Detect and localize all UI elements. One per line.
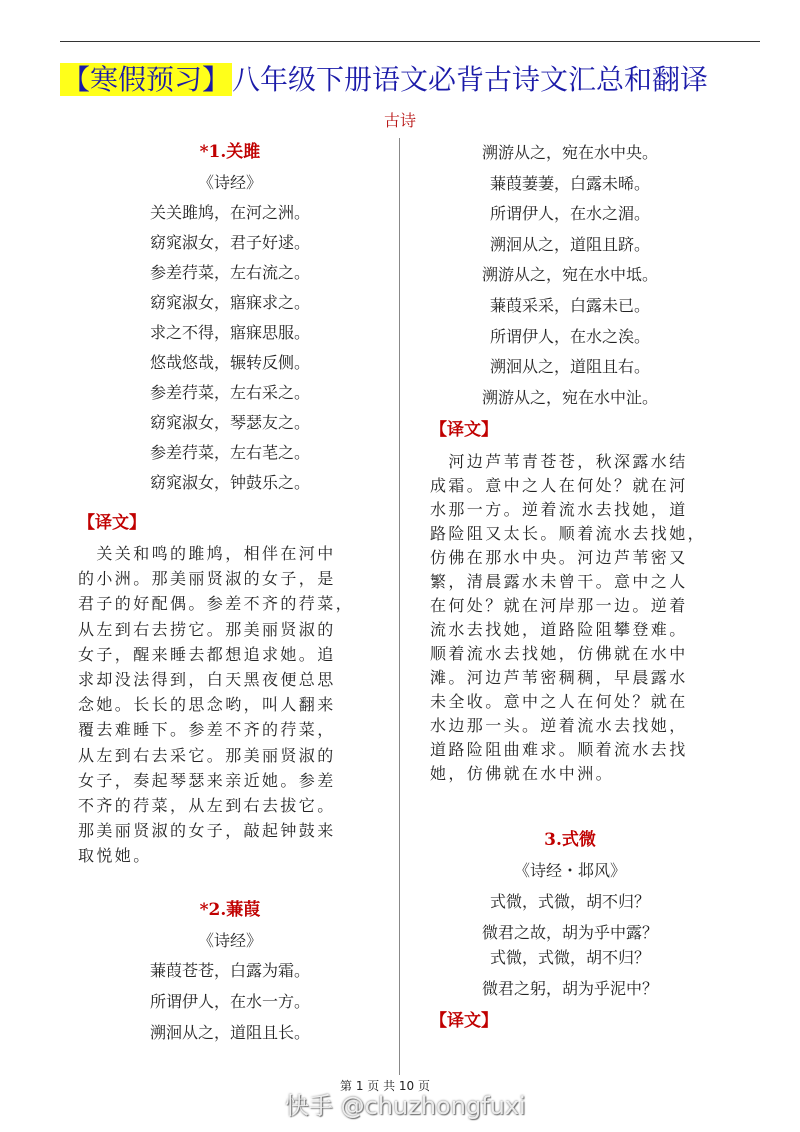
poem-line: 所谓伊人，在水之涘。: [489, 326, 650, 346]
poem-line: 所谓伊人，在水一方。: [149, 992, 310, 1011]
translation-label: 【译文】: [78, 513, 146, 533]
translation-line: 水边那一头。逆着流水去找她，: [430, 716, 688, 735]
section-heading: 古诗: [383, 111, 416, 130]
poem-line: 溯游从之，宛在水中央。: [481, 143, 658, 162]
poem-line: 悠哉悠哉，辗转反侧。: [149, 353, 310, 372]
poem-line: 微君之躬，胡为乎泥中？: [481, 979, 658, 998]
translation-line: 念她。长长的思念哟，叫人翻来: [78, 695, 336, 715]
poem-line: 关关雎鸠，在河之洲。: [149, 203, 310, 222]
translation-line: 流水去找她，道路险阻攀登难。: [430, 620, 688, 639]
translation-line: 的小洲。那美丽贤淑的女子，是: [78, 569, 336, 589]
poem-title: *1.关雎: [199, 142, 261, 162]
translation-line: 未全收。意中之人在何处？就在: [430, 692, 688, 711]
translation-line: 河边芦苇青苍苍，秋深露水结: [430, 452, 688, 471]
page-number: 第 1 页 共 10 页: [340, 1079, 430, 1093]
translation-line: 她，仿佛就在水中洲。: [430, 764, 615, 783]
poem-line: 溯游从之，宛在水中坻。: [481, 265, 658, 285]
watermark: 快手 @chuzhongfuxi: [285, 1092, 526, 1120]
translation-line: 在何处？就在河岸那一边。逆着: [430, 596, 688, 615]
poem-line: 式微，式微，胡不归？: [489, 948, 650, 967]
poem-line: 窈窕淑女，钟鼓乐之。: [149, 473, 310, 492]
translation-line: 不齐的荇菜，从左到右去拔它。: [78, 796, 336, 815]
poem-line: 蒹葭苍苍，白露为霜。: [149, 961, 310, 980]
translation-line: 覆去难睡下。参差不齐的荇菜，: [78, 720, 336, 740]
poem-line: 蒹葭采采，白露未已。: [489, 296, 650, 315]
translation-line: 女子，醒来睡去都想追求她。追: [78, 644, 336, 664]
translation-line: 从左到右去采它。那美丽贤淑的: [78, 745, 336, 765]
translation-line: 取悦她。: [78, 846, 152, 866]
poem-title: *2.蒹葭: [199, 900, 261, 920]
translation-line: 路险阻又太长。顺着流水去找她，: [430, 524, 707, 543]
translation-line: 成霜。意中之人在何处？就在河: [430, 476, 688, 495]
poem-line: 溯游从之，宛在水中沚。: [481, 387, 658, 407]
title-highlight: 【寒假预习】: [62, 63, 231, 96]
poem-line: 求之不得，寤寐思服。: [149, 323, 310, 342]
translation-line: 仿佛在那水中央。河边芦苇密又: [430, 548, 688, 567]
top-rule: [60, 41, 760, 42]
translation-label: 【译文】: [430, 1011, 498, 1031]
translation-line: 从左到右去捞它。那美丽贤淑的: [78, 619, 336, 639]
translation-line: 关关和鸣的雎鸠，相伴在河中: [78, 544, 336, 563]
translation-line: 顺着流水去找她，仿佛就在水中: [430, 644, 688, 663]
poem-line: 所谓伊人，在水之湄。: [489, 204, 650, 224]
translation-line: 道路险阻曲难求。顺着流水去找: [430, 740, 688, 759]
poem-line: 溯洄从之，道阻且跻。: [489, 234, 650, 254]
poem-line: 窈窕淑女，寤寐求之。: [149, 293, 310, 312]
translation-line: 那美丽贤淑的女子，敲起钟鼓来: [78, 821, 336, 841]
translation-line: 滩。河边芦苇密稠稠，早晨露水: [430, 668, 688, 687]
translation-line: 水那一方。逆着流水去找她，道: [430, 500, 688, 519]
poem-line: 式微，式微，胡不归？: [489, 892, 650, 911]
poem-line: 参差荇菜，左右流之。: [149, 263, 310, 282]
poem-line: 溯洄从之，道阻且右。: [489, 357, 650, 377]
page-title: [60, 58, 760, 98]
poem-title: 3.式微: [544, 830, 596, 850]
translation-label: 【译文】: [430, 420, 498, 440]
poem-source: 《诗经》: [197, 173, 262, 192]
poem-line: 参差荇菜，左右芼之。: [149, 443, 310, 462]
translation-line: 君子的好配偶。参差不齐的荇菜，: [78, 594, 355, 614]
poem-line: 窈窕淑女，君子好逑。: [149, 233, 310, 252]
translation-line: 女子，奏起琴瑟来亲近她。参差: [78, 770, 336, 790]
poem-line: 窈窕淑女，琴瑟友之。: [149, 413, 310, 432]
poem-line: 蒹葭萋萋，白露未晞。: [489, 173, 650, 193]
translation-line: 求却没法得到，白天黑夜便总思: [78, 670, 336, 689]
poem-line: 参差荇菜，左右采之。: [149, 383, 310, 402]
poem-source: 《诗经・邶风》: [513, 861, 626, 880]
poem-source: 《诗经》: [197, 931, 262, 950]
poem-line: 溯洄从之，道阻且长。: [149, 1023, 310, 1042]
translation-line: 繁，清晨露水未曾干。意中之人: [430, 572, 688, 591]
poem-line: 微君之故，胡为乎中露？: [481, 923, 658, 942]
title-text: 八年级下册语文必背古诗文汇总和翻译: [232, 63, 709, 96]
